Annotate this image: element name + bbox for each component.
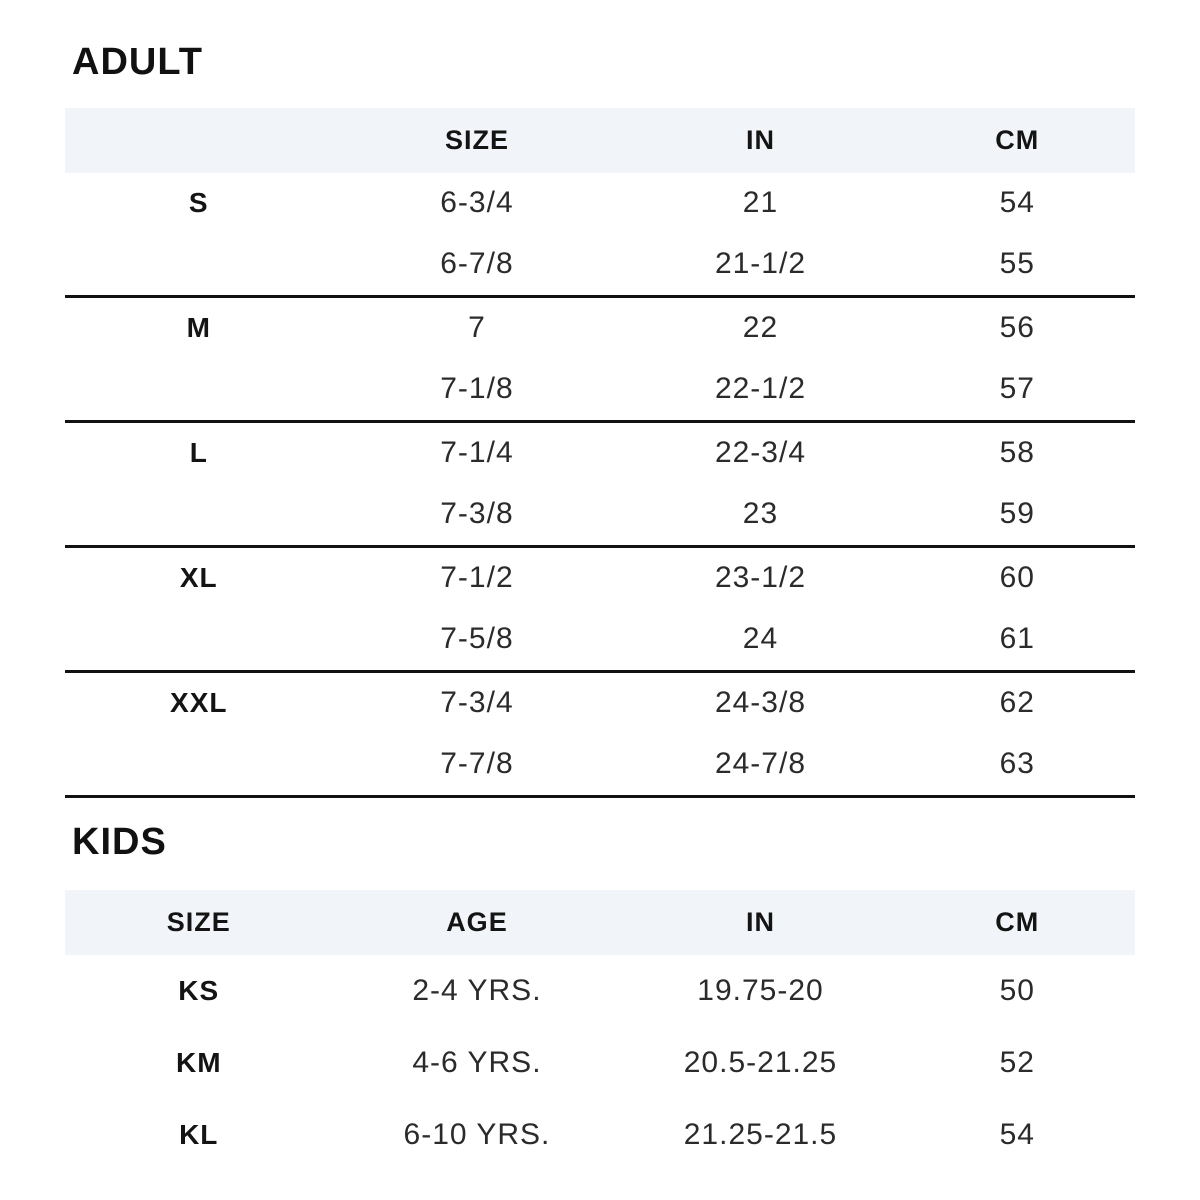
cm-value: 57 bbox=[999, 372, 1035, 406]
age-value: 6-10 YRS. bbox=[403, 1117, 551, 1151]
table-row bbox=[65, 1027, 1135, 1099]
adult-size-label: L bbox=[189, 437, 208, 469]
in-value: 22-1/2 bbox=[714, 372, 807, 406]
size-value: 7-7/8 bbox=[440, 747, 514, 781]
size-value: 6-3/4 bbox=[440, 186, 514, 220]
table-row bbox=[65, 484, 1135, 545]
age-value: 4-6 YRS. bbox=[412, 1045, 542, 1079]
kids-size-table bbox=[65, 890, 1135, 1171]
in-value: 24 bbox=[742, 622, 779, 656]
cm-value: 62 bbox=[999, 686, 1035, 720]
adult-group-s bbox=[65, 173, 1135, 298]
adult-size-label: XL bbox=[179, 562, 218, 594]
in-value: 23 bbox=[742, 497, 779, 531]
kids-header-cm: CM bbox=[995, 906, 1040, 937]
adult-size-table bbox=[65, 108, 1135, 798]
adult-size-label: XXL bbox=[170, 687, 228, 719]
kids-size-label: KM bbox=[175, 1046, 222, 1078]
in-value: 21-1/2 bbox=[714, 247, 807, 281]
table-row bbox=[65, 359, 1135, 420]
cm-value: 63 bbox=[999, 747, 1035, 781]
in-value: 24-7/8 bbox=[714, 747, 807, 781]
cm-value: 59 bbox=[999, 497, 1035, 531]
table-row bbox=[65, 298, 1135, 359]
cm-value: 54 bbox=[999, 186, 1035, 220]
cm-value: 50 bbox=[999, 973, 1035, 1007]
in-value: 19.75-20 bbox=[697, 973, 824, 1007]
in-value: 21 bbox=[742, 186, 779, 220]
cm-value: 61 bbox=[999, 622, 1035, 656]
size-value: 7-3/8 bbox=[440, 497, 514, 531]
adult-header-in: IN bbox=[745, 124, 775, 155]
size-value: 7-1/8 bbox=[440, 372, 514, 406]
cm-value: 54 bbox=[999, 1117, 1035, 1151]
adult-size-label: M bbox=[186, 312, 211, 344]
kids-size-label: KL bbox=[179, 1118, 219, 1150]
size-value: 6-7/8 bbox=[440, 247, 514, 281]
table-row bbox=[65, 734, 1135, 795]
table-row bbox=[65, 955, 1135, 1027]
in-value: 23-1/2 bbox=[714, 561, 807, 595]
cm-value: 52 bbox=[999, 1045, 1035, 1079]
in-value: 24-3/8 bbox=[714, 686, 807, 720]
table-row bbox=[65, 548, 1135, 609]
size-value: 7 bbox=[468, 311, 486, 345]
adult-size-label: S bbox=[188, 187, 209, 219]
table-row bbox=[65, 609, 1135, 670]
table-row bbox=[65, 173, 1135, 234]
kids-table-header-row bbox=[65, 890, 1135, 955]
cm-value: 55 bbox=[999, 247, 1035, 281]
size-value: 7-1/2 bbox=[440, 561, 514, 595]
table-row bbox=[65, 423, 1135, 484]
kids-section-title: KIDS bbox=[72, 820, 167, 863]
adult-table-header-row bbox=[65, 108, 1135, 173]
kids-size-label: KS bbox=[178, 974, 220, 1006]
table-row bbox=[65, 673, 1135, 734]
cm-value: 56 bbox=[999, 311, 1035, 345]
kids-header-in: IN bbox=[745, 906, 775, 937]
adult-group-xl bbox=[65, 548, 1135, 673]
adult-header-size: SIZE bbox=[444, 124, 509, 155]
adult-group-m bbox=[65, 298, 1135, 423]
adult-group-xxl bbox=[65, 673, 1135, 798]
adult-group-l bbox=[65, 423, 1135, 548]
in-value: 21.25-21.5 bbox=[683, 1117, 838, 1151]
table-row bbox=[65, 234, 1135, 295]
table-row bbox=[65, 1099, 1135, 1171]
cm-value: 58 bbox=[999, 436, 1035, 470]
adult-header-cm: CM bbox=[995, 124, 1040, 155]
size-value: 7-1/4 bbox=[440, 436, 514, 470]
cm-value: 60 bbox=[999, 561, 1035, 595]
adult-section-title: ADULT bbox=[72, 41, 203, 83]
kids-header-age: AGE bbox=[446, 906, 508, 937]
in-value: 20.5-21.25 bbox=[683, 1045, 838, 1079]
in-value: 22 bbox=[742, 311, 779, 345]
kids-header-size: SIZE bbox=[166, 906, 231, 937]
age-value: 2-4 YRS. bbox=[412, 973, 542, 1007]
size-value: 7-3/4 bbox=[440, 686, 514, 720]
in-value: 22-3/4 bbox=[714, 436, 807, 470]
size-value: 7-5/8 bbox=[440, 622, 514, 656]
